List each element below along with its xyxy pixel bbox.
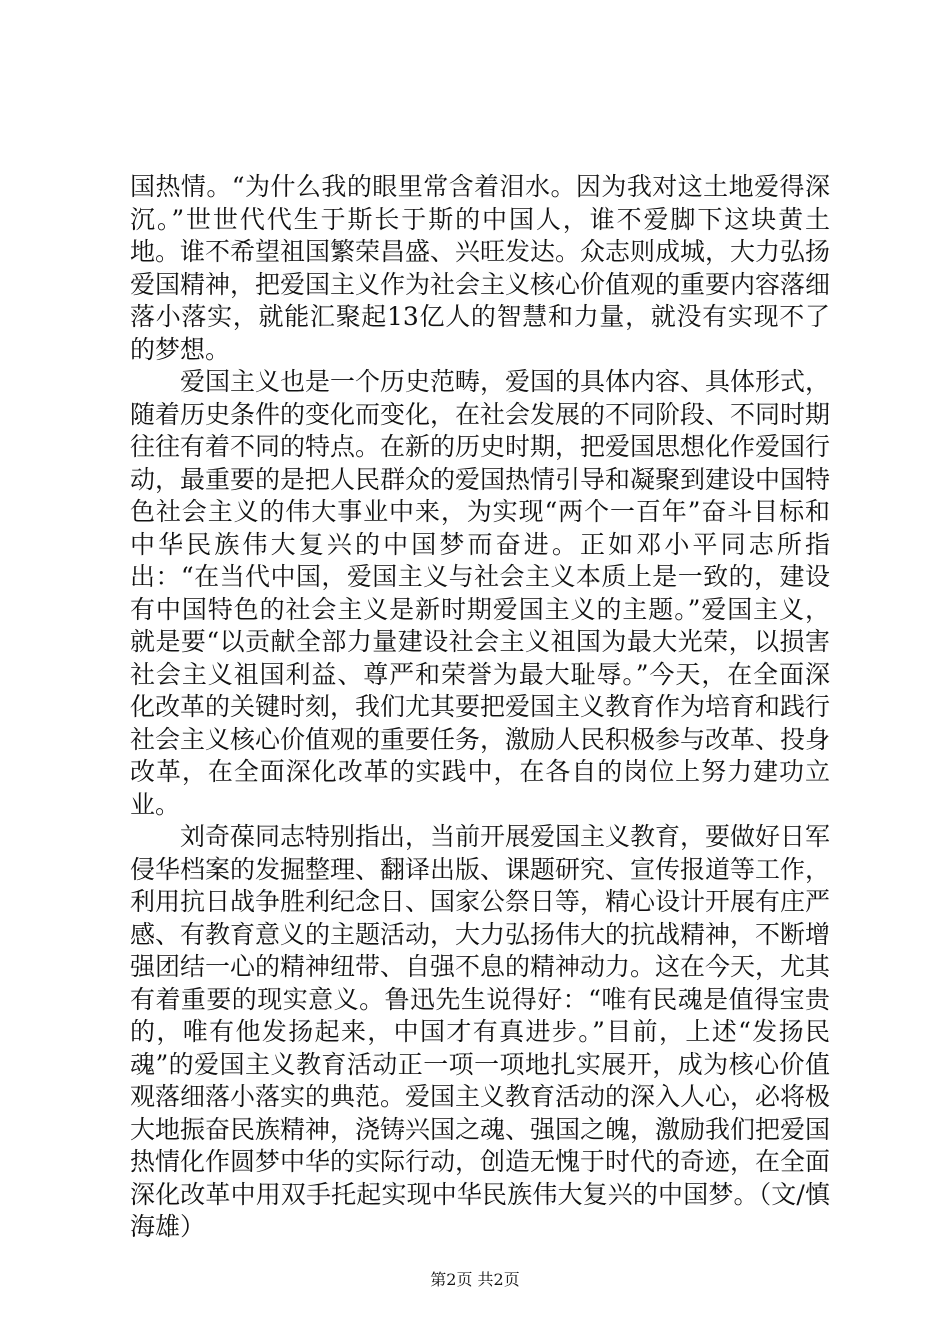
document-body [130, 171, 830, 1244]
paragraph-1: 国热情。“为什么我的眼里常含着泪水。因为我对这土地爱得深沉。”世世代代生于斯长于斯的中国人，谁不爱脚下这块黄土地。谁不希望祖国繁荣昌盛、兴旺发达。众志则成城，大力弘扬爱国精神，把爱国主义作为社会主义核心价值观的重要内容落细落小落实，就能汇聚起13亿人的智慧和力量，就没有实现不了的梦想。 [130, 172, 831, 364]
paragraph-2: 爱国主义也是一个历史范畴，爱国的具体内容、具体形式，随着历史条件的变化而变化，在社会发展的不同阶段、不同时期往往有着不同的特点。在新的历史时期，把爱国思想化作爱国行动，最重要的是把人民群众的爱国热情引导和凝聚到建设中国特色社会主义的伟大事业中来，为实现“两个一百年”奋斗目标和中华民族伟大复兴的中国梦而奋进。正如邓小平同志所指出：“在当代中国，爱国主义与社会主义本质上是一致的，建设有中国特色的社会主义是新时期爱国主义的主题。”爱国主义，就是要“以贡献全部力量建设社会主义祖国为最大光荣，以损害社会主义祖国利益、尊严和荣誉为最大耻辱。”今天，在全面深化改革的关键时刻，我们尤其要把爱国主义教育作为培育和践行社会主义核心价值观的重要任务，激励人民积极参与改革、投身改革，在全面深化改革的实践中，在各自的岗位上努力建功立业。 [130, 367, 831, 819]
page-footer: 第2页 共2页 [430, 1270, 520, 1289]
paragraph-3: 刘奇葆同志特别指出，当前开展爱国主义教育，要做好日军侵华档案的发掘整理、翻译出版、课题研究、宣传报道等工作，利用抗日战争胜利纪念日、国家公祭日等，精心设计开展有庄严感、有教育意义的主题活动，大力弘扬伟大的抗战精神，不断增强团结一心的精神纽带、自强不息的精神动力。这在今天，尤其有着重要的现实意义。鲁迅先生说得好：“唯有民魂是值得宝贵的，唯有他发扬起来，中国才有真进步。”目前，上述“发扬民魂”的爱国主义教育活动正一项一项地扎实展开，成为核心价值观落细落小落实的典范。爱国主义教育活动的深入人心，必将极大地振奋民族精神，浇铸兴国之魂、强国之魄，激励我们把爱国热情化作圆梦中华的实际行动，创造无愧于时代的奇迹，在全面深化改革中用双手托起实现中华民族伟大复兴的中国梦。（文/慎海雄） [130, 822, 831, 1241]
